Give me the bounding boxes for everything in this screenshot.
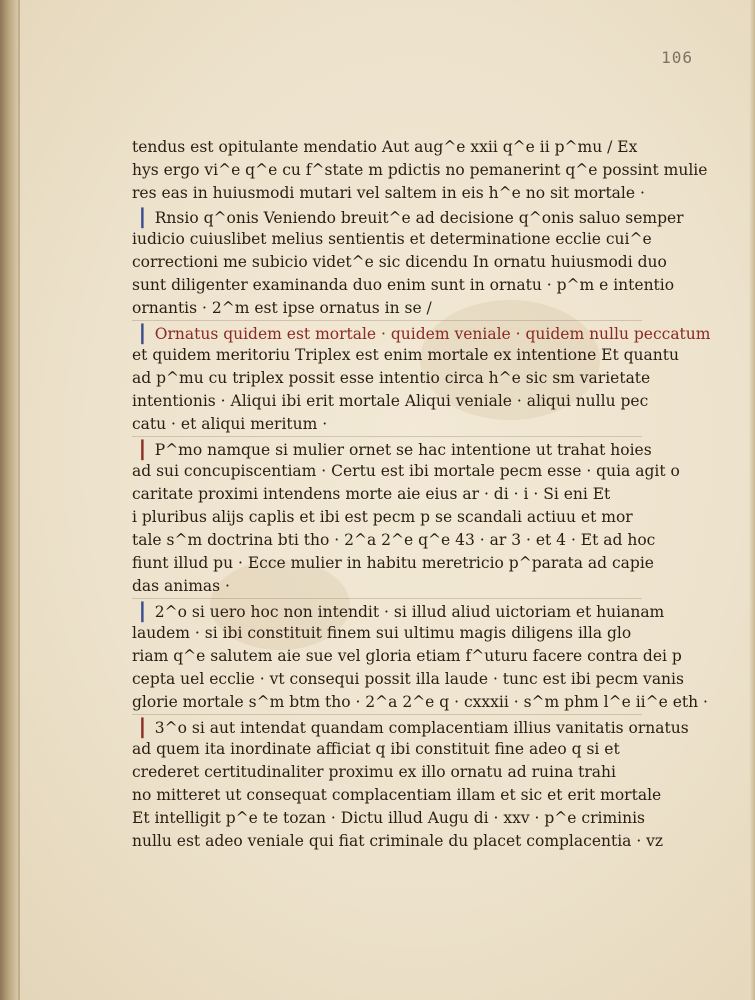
line-text: Ornatus quidem est mortale · quidem veniale · quidem nullu peccatum	[154, 325, 711, 343]
paragraph	[132, 436, 680, 599]
line-text: P^mo namque si mulier ornet se hac intentione ut trahat hoies	[154, 441, 652, 459]
text-line: nullu est adeo veniale qui fiat criminale du placet complacentia · vz	[132, 832, 664, 850]
text-line: ad quem ita inordinate afficiat q ibi constituit fine adeo q si et	[132, 740, 620, 758]
text-line: ad sui concupiscentiam · Certu est ibi mortale pecm esse · quia agit o	[132, 462, 680, 480]
paragraph	[132, 136, 708, 205]
line-text: 2^o si uero hoc non intendit · si illud aliud uictoriam et huianam	[154, 603, 665, 621]
text-line: ad p^mu cu triplex possit esse intentio circa h^e sic sm varietate	[132, 369, 651, 387]
manuscript-text-block	[132, 136, 711, 853]
text-line: i pluribus alijs caplis et ibi est pecm p se scandali actiuu et mor	[132, 508, 633, 526]
text-line: tendus est opitulante mendatio Aut aug^e xxii q^e ii p^mu / Ex	[132, 138, 638, 156]
text-line: tale s^m doctrina bti tho · 2^a 2^e q^e 43 · ar 3 · et 4 · Et ad hoc	[132, 531, 656, 549]
text-line: crederet certitudinaliter proximu ex illo ornatu ad ruina trahi	[132, 763, 616, 781]
rubric-line	[132, 320, 711, 344]
text-line: sunt diligenter examinanda duo enim sunt in ornatu · p^m e intentio	[132, 276, 675, 294]
line-text: Rnsio q^onis Veniendo breuit^e ad decisione q^onis saluo semper	[154, 209, 684, 227]
text-line: das animas ·	[132, 575, 642, 599]
text-line: et quidem meritoriu Triplex est enim mortale ex intentione Et quantu	[132, 346, 679, 364]
decorated-initial: ❘	[134, 436, 151, 460]
text-line: caritate proximi intendens morte aie eius ar · di · i · Si eni Et	[132, 485, 611, 503]
text-line: correctioni me subicio videt^e sic dicendu In ornatu huiusmodi duo	[132, 253, 667, 271]
binding-gutter	[0, 0, 18, 1000]
paragraph	[132, 320, 711, 437]
line-text: 3^o si aut intendat quandam complacentiam illius vanitatis ornatus	[154, 719, 689, 737]
text-line: intentionis · Aliqui ibi erit mortale Aliqui veniale · aliqui nullu pec	[132, 392, 649, 410]
decorated-initial: ❘	[134, 714, 151, 738]
folio-number: 106	[661, 48, 693, 67]
text-line: ornantis · 2^m est ipse ornatus in se /	[132, 297, 642, 321]
text-line: riam q^e salutem aie sue vel gloria etiam f^uturu facere contra dei p	[132, 647, 682, 665]
text-line: res eas in huiusmodi mutari vel saltem in eis h^e no sit mortale ·	[132, 184, 645, 202]
paragraph	[132, 714, 689, 853]
text-line	[132, 204, 684, 228]
text-line	[132, 436, 652, 460]
text-line	[132, 598, 665, 622]
text-line: cepta uel ecclie · vt consequi possit illa laude · tunc est ibi pecm vanis	[132, 670, 684, 688]
text-line: no mitteret ut consequat complacentiam illam et sic et erit mortale	[132, 786, 662, 804]
text-line: glorie mortale s^m btm tho · 2^a 2^e q · cxxxii · s^m phm l^e ii^e eth ·	[132, 691, 642, 715]
decorated-initial: ❘	[134, 598, 151, 622]
text-line: catu · et aliqui meritum ·	[132, 413, 642, 437]
text-line: hys ergo vi^e q^e cu f^state m pdictis no pemanerint q^e possint mulie	[132, 161, 708, 179]
decorated-initial: ❘	[134, 320, 151, 344]
page-outer-edge	[749, 0, 755, 1000]
paragraph	[132, 204, 684, 321]
text-line: fiunt illud pu · Ecce mulier in habitu meretricio p^parata ad capie	[132, 554, 654, 572]
decorated-initial: ❘	[134, 204, 151, 228]
text-line	[132, 714, 689, 738]
gutter-edge	[18, 0, 20, 1000]
text-line: laudem · si ibi constituit finem sui ultimu magis diligens illa glo	[132, 624, 632, 642]
text-line: Et intelligit p^e te tozan · Dictu illud Augu di · xxv · p^e criminis	[132, 809, 645, 827]
text-line: iudicio cuiuslibet melius sentientis et determinatione ecclie cui^e	[132, 230, 652, 248]
paragraph	[132, 598, 708, 715]
